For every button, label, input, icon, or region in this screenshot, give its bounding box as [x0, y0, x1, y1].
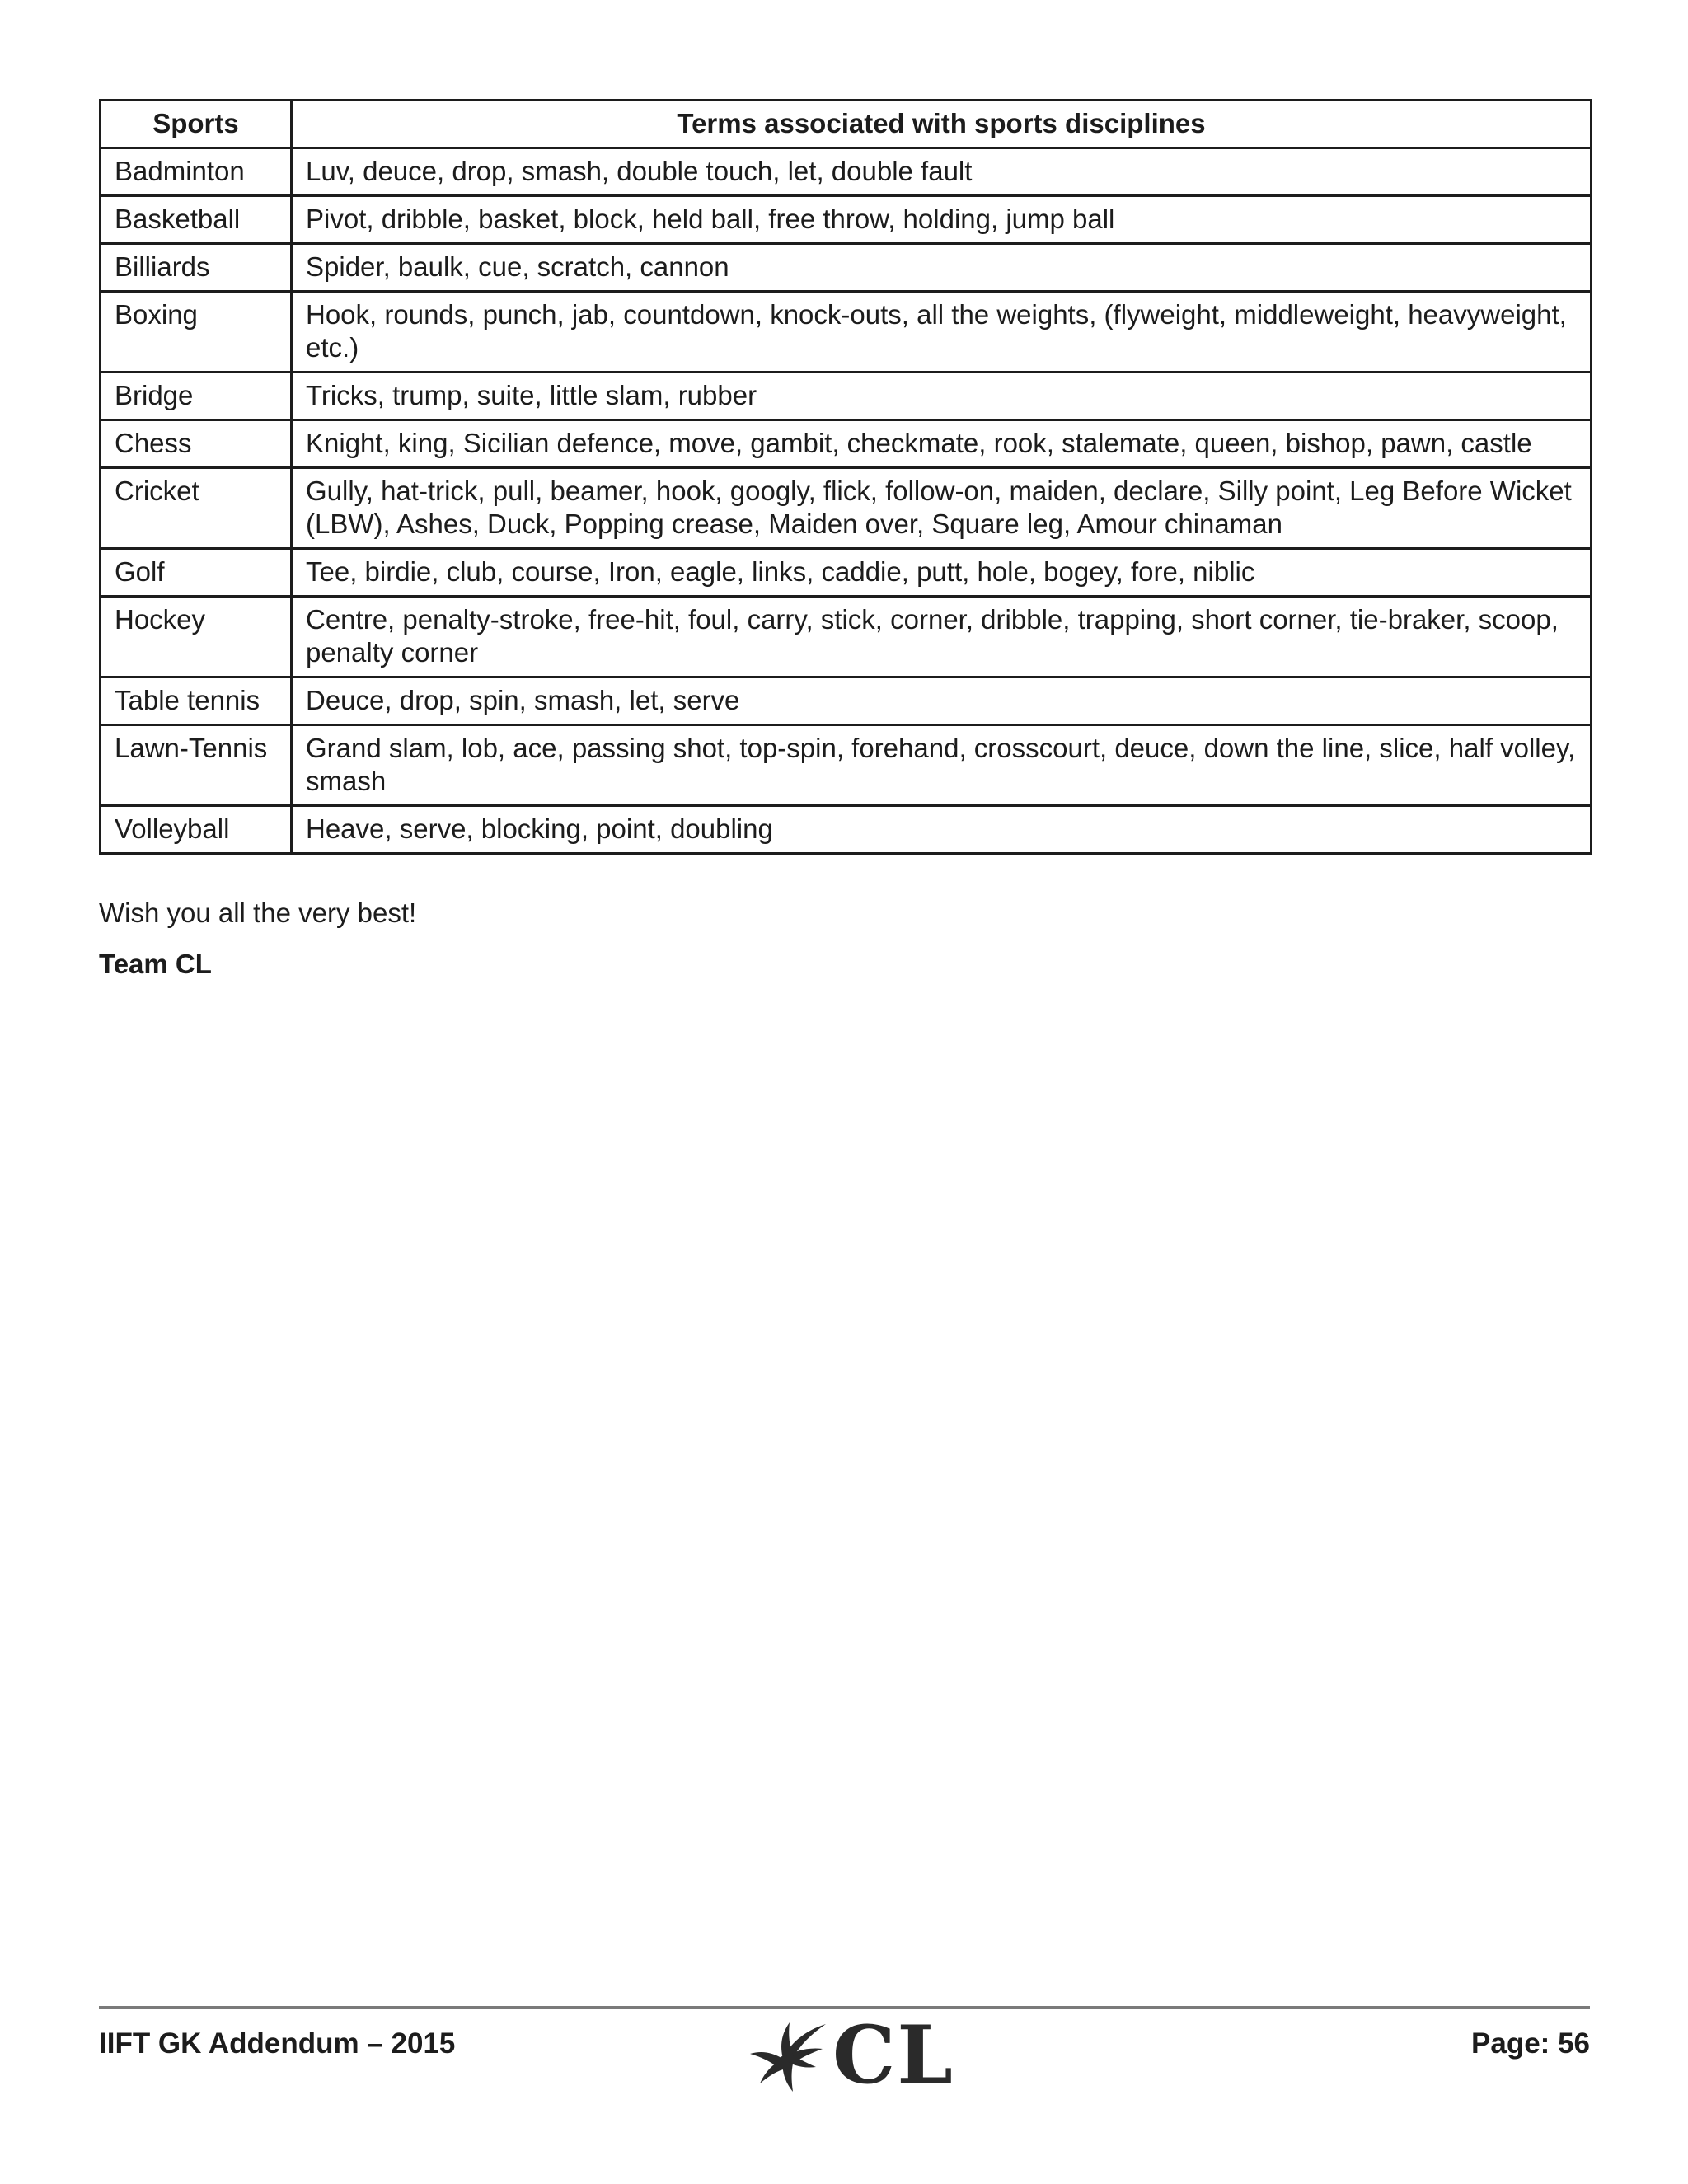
logo-wordmark: CL: [832, 2008, 954, 2102]
closing-line: Wish you all the very best!: [99, 898, 417, 928]
sport-name-cell: Hockey: [101, 597, 292, 677]
swirl-logo-icon: [740, 2011, 831, 2102]
sport-name-cell: Table tennis: [101, 677, 292, 725]
table-row: [101, 806, 1592, 854]
cl-logo: [740, 2008, 954, 2102]
sport-terms-cell: Tee, birdie, club, course, Iron, eagle, links, caddie, putt, hole, bogey, fore, niblic: [292, 549, 1592, 597]
table-row: [101, 196, 1592, 244]
table-row: [101, 468, 1592, 549]
sport-name-cell: Bridge: [101, 373, 292, 420]
sport-terms-cell: Pivot, dribble, basket, block, held ball, free throw, holding, jump ball: [292, 196, 1592, 244]
sport-terms-cell: Deuce, drop, spin, smash, let, serve: [292, 677, 1592, 725]
sport-terms-cell: Heave, serve, blocking, point, doubling: [292, 806, 1592, 854]
sport-name-cell: Basketball: [101, 196, 292, 244]
sport-name-cell: Lawn-Tennis: [101, 725, 292, 806]
column-header-terms: Terms associated with sports disciplines: [292, 101, 1592, 148]
sport-name-cell: Volleyball: [101, 806, 292, 854]
table-row: [101, 597, 1592, 677]
sport-terms-cell: Knight, king, Sicilian defence, move, gambit, checkmate, rook, stalemate, queen, bishop, pawn, castle: [292, 420, 1592, 468]
table-row: [101, 549, 1592, 597]
table-row: [101, 677, 1592, 725]
sport-name-cell: Chess: [101, 420, 292, 468]
page-number: Page: 56: [1471, 2027, 1590, 2060]
table-row: [101, 148, 1592, 196]
sport-name-cell: Boxing: [101, 292, 292, 373]
sport-terms-cell: Gully, hat-trick, pull, beamer, hook, googly, flick, follow-on, maiden, declare, Silly point, Leg Before Wicket (LBW), Ashes, Duck, Popping crease, Maiden over, Square leg, Amour chinaman: [292, 468, 1592, 549]
sport-terms-cell: Tricks, trump, suite, little slam, rubber: [292, 373, 1592, 420]
table-row: [101, 373, 1592, 420]
column-header-sports: Sports: [101, 101, 292, 148]
table-row: [101, 292, 1592, 373]
sport-name-cell: Golf: [101, 549, 292, 597]
sport-terms-cell: Hook, rounds, punch, jab, countdown, knock-outs, all the weights, (flyweight, middleweight, heavyweight, etc.): [292, 292, 1592, 373]
table-header-row: [101, 101, 1592, 148]
sport-terms-cell: Grand slam, lob, ace, passing shot, top-spin, forehand, crosscourt, deuce, down the line, slice, half volley, smash: [292, 725, 1592, 806]
sport-terms-cell: Luv, deuce, drop, smash, double touch, let, double fault: [292, 148, 1592, 196]
sport-name-cell: Cricket: [101, 468, 292, 549]
sport-terms-cell: Spider, baulk, cue, scratch, cannon: [292, 244, 1592, 292]
footer-document-title: IIFT GK Addendum – 2015: [99, 2027, 456, 2060]
sports-terms-table: [99, 99, 1592, 855]
table-row: [101, 725, 1592, 806]
sport-name-cell: Billiards: [101, 244, 292, 292]
table-body: [101, 148, 1592, 854]
signature: Team CL: [99, 949, 212, 979]
sport-name-cell: Badminton: [101, 148, 292, 196]
table-row: [101, 420, 1592, 468]
sport-terms-cell: Centre, penalty-stroke, free-hit, foul, carry, stick, corner, dribble, trapping, short corner, tie-braker, scoop, penalty corner: [292, 597, 1592, 677]
table-row: [101, 244, 1592, 292]
